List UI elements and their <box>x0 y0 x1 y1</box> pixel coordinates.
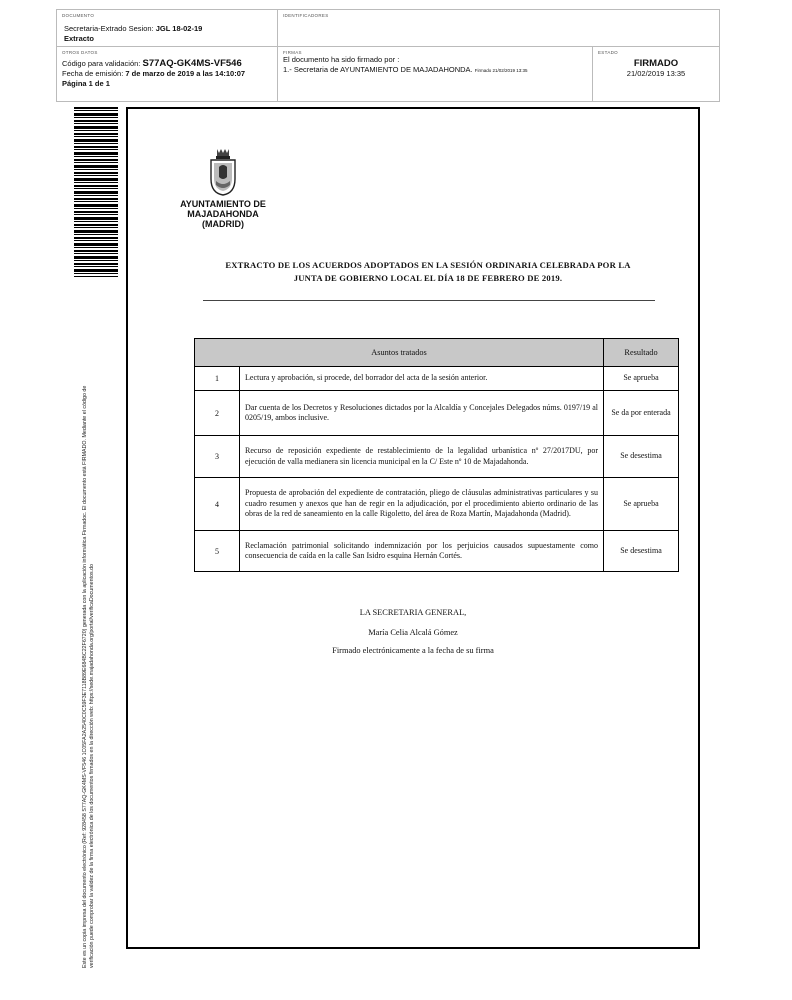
row-number: 5 <box>195 531 240 572</box>
title-divider <box>203 300 655 301</box>
row-number: 4 <box>195 478 240 531</box>
signatory-role: LA SECRETARIA GENERAL, <box>359 608 467 617</box>
table-header-row <box>195 339 679 367</box>
coat-of-arms-icon <box>207 147 239 197</box>
title-line2: JUNTA DE GOBIERNO LOCAL EL DÍA 18 DE FEBRERO DE 2019. <box>293 273 563 283</box>
documento-cell <box>57 10 277 46</box>
identificadores-cell <box>277 10 719 46</box>
documento-label: DOCUMENTO <box>62 13 95 18</box>
firmas-label: FIRMAS <box>283 50 302 55</box>
row-number: 2 <box>195 391 240 436</box>
agreements-table <box>194 338 679 572</box>
emission-date: 7 de marzo de 2019 a las 14:10:07 <box>125 69 246 78</box>
emission-date-line: Fecha de emisión: 7 de marzo de 2019 a las 14:10:07 <box>62 69 246 78</box>
validation-code: S77AQ-GK4MS-VF546 <box>142 58 242 69</box>
header-row-document <box>56 9 720 47</box>
verification-note-line2: verificación puede comprobar la validez de la firma electrónica de los documentos firmados en la dirección web: https://sede.majadahonda.org/portal/verificaDocumentos.do <box>89 564 95 968</box>
row-description: Propuesta de aprobación del expediente de contratación, pliego de cláusulas administrativas particulares y su cuadro resumen y anexos que han de regir en la adjudicación, por el procedimiento abierto ordinario de las obras de la red de saneamiento en la calle Rigoletto, del área de Roza Martín, Majadahonda (Madrid). <box>240 478 604 531</box>
signatory-name: María Celia Alcalá Gómez <box>368 628 458 637</box>
row-result: Se aprueba <box>604 478 679 531</box>
document-frame <box>126 107 700 949</box>
table-row <box>195 367 679 391</box>
documento-line2: Extracto <box>64 34 95 43</box>
estado-label: ESTADO <box>598 50 618 55</box>
row-result: Se desestima <box>604 436 679 478</box>
identificadores-label: IDENTIFICADORES <box>283 13 329 18</box>
signature-note: Firmado electrónicamente a la fecha de su firma <box>332 646 494 655</box>
row-number: 3 <box>195 436 240 478</box>
row-description: Reclamación patrimonial solicitando indemnización por los perjuicios causados supuestamente como consecuencia de caída en la calle San Isidro esquina Hernán Cortés. <box>240 531 604 572</box>
row-result: Se desestima <box>604 531 679 572</box>
organization-name: AYUNTAMIENTO DE MAJADAHONDA (MADRID) <box>180 199 266 229</box>
firmas-cell <box>277 47 592 101</box>
firmas-date-small: Firmado 21/02/2019 13:35 <box>474 68 528 73</box>
validation-code-line: Código para validación: S77AQ-GK4MS-VF546 <box>62 58 242 69</box>
verification-note <box>82 308 96 968</box>
table-row <box>195 531 679 572</box>
table-row <box>195 478 679 531</box>
document-title <box>188 259 668 285</box>
title-line1: EXTRACTO DE LOS ACUERDOS ADOPTADOS EN LA SESIÓN ORDINARIA CELEBRADA POR LA <box>225 260 631 270</box>
firmas-line1: El documento ha sido firmado por : <box>283 55 400 64</box>
verification-note-line1: Este es un copia impresa del documento electrónico (Ref: 928458 S77AQ-GK4MS-VF546 1C05FA2A2540C0C59F3E7118B89E684BC22F6720) generada con la aplicación informática Firmadoc. El documento está FIRMADO. Mediante el código de <box>82 385 88 968</box>
documento-line1: Secretaria-Extrado Sesion: JGL 18-02-19 <box>64 24 203 33</box>
estado-cell <box>592 47 719 101</box>
page-count: Página 1 de 1 <box>62 79 110 88</box>
header-asuntos: Asuntos tratados <box>195 339 604 367</box>
table-row <box>195 436 679 478</box>
header-row-details <box>56 47 720 102</box>
row-number: 1 <box>195 367 240 391</box>
firmas-line2: 1.- Secretaria de AYUNTAMIENTO DE MAJADAHONDA. Firmado 21/02/2019 13:35 <box>283 65 528 74</box>
barcode <box>74 107 118 277</box>
row-description: Lectura y aprobación, si procede, del borrador del acta de la sesión anterior. <box>240 367 604 391</box>
row-description: Dar cuenta de los Decretos y Resoluciones dictados por la Alcaldía y Concejales Delegados núms. 0197/19 al 0205/19, ambos inclusive. <box>240 391 604 436</box>
table-row <box>195 391 679 436</box>
status-badge: FIRMADO <box>633 58 679 69</box>
otros-datos-cell <box>57 47 277 101</box>
row-description: Recurso de reposición expediente de restablecimiento de la legalidad urbanística nº 27/2017DU, por ejecución de valla medianera sin licencia municipal en la C/ Este nº 10 de Majadahonda. <box>240 436 604 478</box>
row-result: Se da por enterada <box>604 391 679 436</box>
otros-datos-label: OTROS DATOS <box>62 50 98 55</box>
header-resultado: Resultado <box>604 339 679 367</box>
row-result: Se aprueba <box>604 367 679 391</box>
status-date: 21/02/2019 13:35 <box>626 69 686 78</box>
